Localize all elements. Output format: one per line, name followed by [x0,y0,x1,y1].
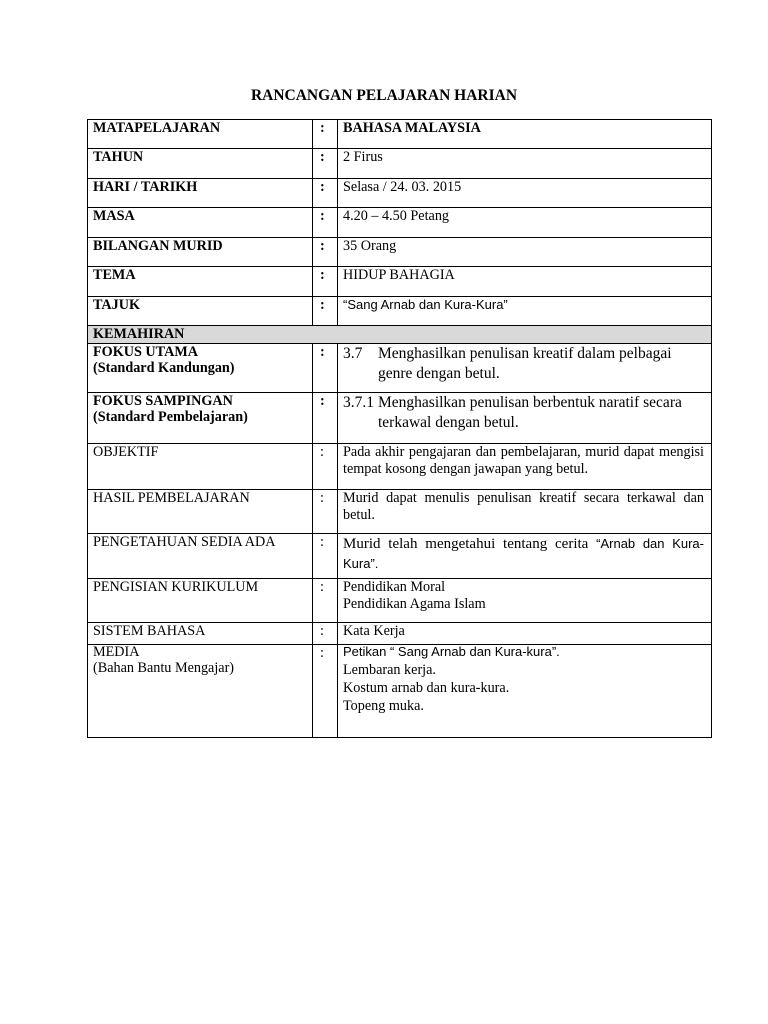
list-item: Petikan “ Sang Arnab dan Kura-kura”. [343,644,560,659]
list-item: Topeng muka. [343,698,424,714]
standard-number: 3.7 [343,345,363,362]
list-item: Pendidikan Moral [343,579,446,595]
separator: : [312,149,337,178]
row-label-cell [88,344,312,392]
row-value-cell [337,579,711,622]
row-value: BAHASA MALAYSIA [337,120,711,148]
standard-text: Menghasilkan penulisan kreatif dalam pelbagai genre dengan betul. [378,345,672,382]
row-value-cell [337,393,711,443]
row-value: 2 Firus [337,149,711,178]
row-label: HASIL PEMBELAJARAN [93,490,250,506]
row-pengisian-kurikulum [88,579,711,623]
row-label-cell [88,644,312,736]
row-value: Murid telah mengetahui tentang cerita [343,536,597,552]
row-value-cell [337,344,711,392]
row-label: PENGETAHUAN SEDIA ADA [93,534,276,550]
row-bilangan-murid [88,238,711,267]
standard-text: Menghasilkan penulisan berbentuk naratif secara terkawal dengan betul. [378,394,682,431]
row-kemahiran-heading [88,326,711,344]
section-heading: KEMAHIRAN [88,326,711,343]
row-hasil-pembelajaran [88,490,711,534]
row-label: TEMA [93,267,136,283]
row-sublabel: (Bahan Bantu Mengajar) [93,660,235,676]
separator: : [312,579,337,622]
row-label: MASA [93,208,135,224]
row-label: SISTEM BAHASA [93,623,206,639]
row-value: Selasa / 24. 03. 2015 [337,179,711,207]
row-pengetahuan-sedia-ada [88,534,711,579]
row-sistem-bahasa [88,623,711,645]
row-label: MATAPELAJARAN [93,120,221,136]
row-label: TAHUN [93,149,144,165]
list-item: Pendidikan Agama Islam [343,596,486,612]
separator: : [312,645,337,737]
row-masa [88,208,711,238]
row-value-cell [337,645,711,737]
page-title: RANCANGAN PELAJARAN HARIAN [250,87,518,104]
row-label: PENGISIAN KURIKULUM [93,579,259,595]
row-sublabel: (Standard Pembelajaran) [93,409,248,425]
separator: : [312,444,337,489]
row-label-cell [88,393,312,443]
lesson-plan-table [87,119,712,738]
row-label: HARI / TARIKH [93,179,198,195]
row-tajuk [88,297,711,326]
row-value: HIDUP BAHAGIA [337,267,711,296]
row-fokus-utama [88,344,711,393]
row-value: Kata Kerja [337,623,711,644]
row-value: 35 Orang [337,238,711,266]
separator: : [312,238,337,266]
separator: : [312,490,337,533]
row-value: Murid dapat menulis penulisan kreatif secara terkawal dan betul. [337,490,711,533]
list-item: Lembaran kerja. [343,662,436,678]
standard-number: 3.7.1 [343,394,374,411]
row-label: FOKUS UTAMA [93,344,198,360]
row-objektif [88,444,711,490]
list-item: Kostum arnab dan kura-kura. [343,680,510,696]
row-tema [88,267,711,297]
row-label: BILANGAN MURID [93,238,223,254]
separator: : [312,534,337,578]
row-label: OBJEKTIF [93,444,159,460]
separator: : [312,120,337,148]
row-label: TAJUK [93,297,141,313]
story-title-quote: “Arnab dan Kura-Kura”. [343,536,704,571]
row-label: FOKUS SAMPINGAN [93,393,233,409]
row-value: Pada akhir pengajaran dan pembelajaran, murid dapat mengisi tempat kosong dengan jawapan yang betul. [337,444,711,489]
separator: : [312,393,337,443]
row-hari-tarikh [88,179,711,208]
row-value-cell [337,534,711,578]
separator: : [312,297,337,325]
row-tahun [88,149,711,179]
separator: : [312,623,337,644]
row-value: “Sang Arnab dan Kura-Kura” [337,297,711,325]
row-sublabel: (Standard Kandungan) [93,360,235,376]
row-value: 4.20 – 4.50 Petang [337,208,711,237]
separator: : [312,344,337,392]
row-label: MEDIA [93,644,140,660]
separator: : [312,208,337,237]
row-matapelajaran [88,120,711,149]
row-fokus-sampingan [88,393,711,444]
row-media [88,645,711,737]
separator: : [312,179,337,207]
separator: : [312,267,337,296]
